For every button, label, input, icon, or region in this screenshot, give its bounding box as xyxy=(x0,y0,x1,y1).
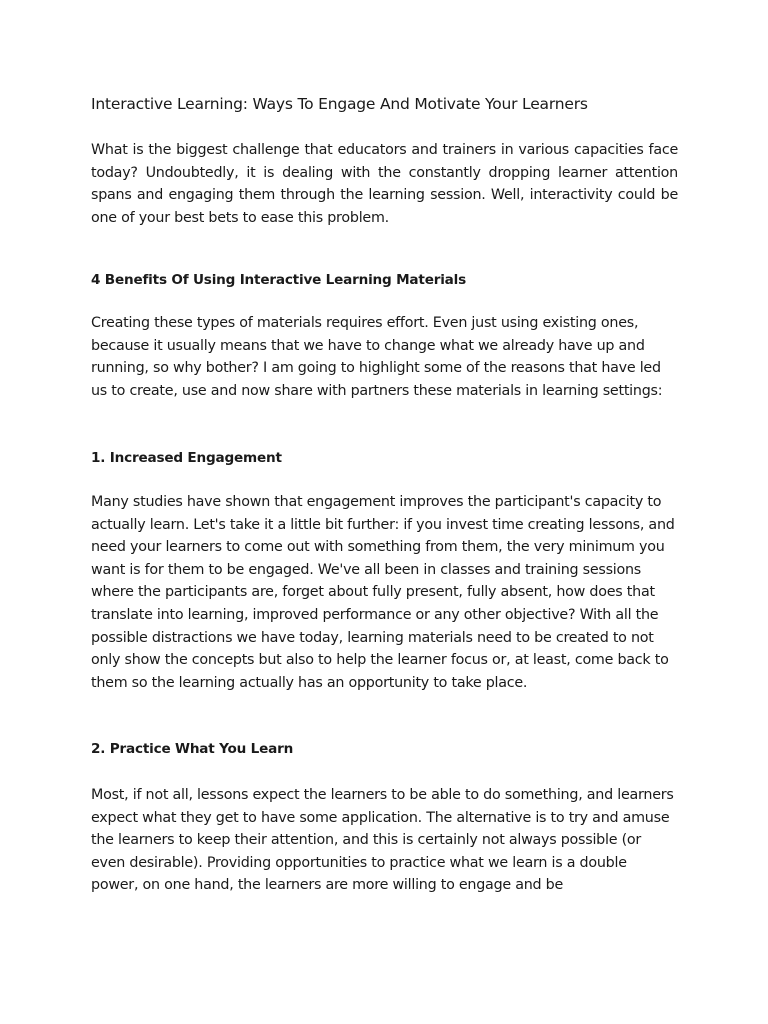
intro-paragraph: What is the biggest challenge that educators and trainers in various capacities face today? Undoubtedly, it is dealing with the constantly dropping learner attention spans and engaging them through the learning session. Well, interactivity could be one of your best bets to ease this problem. xyxy=(91,142,678,226)
document-title: Interactive Learning: Ways To Engage And Motivate Your Learners xyxy=(91,95,588,113)
section-body-increased-engagement: Many studies have shown that engagement improves the participant's capacity to actually learn. Let's take it a little bit further: if you invest time creating lessons, and need your learners to come out with something from them, the very minimum you want is for them to be engaged. We've all been in classes and training sessions where the participants are, forget about fully present, fully absent, how does that translate into learning, improved performance or any other objective? With all the possible distractions we have today, learning materials need to be created to not only show the concepts but also to help the learner focus or, at least, come back to them so the learning actually has an opportunity to take place. xyxy=(91,494,675,691)
section-heading-increased-engagement: 1. Increased Engagement xyxy=(91,450,282,466)
section-body-benefits: Creating these types of materials requires effort. Even just using existing ones, because it usually means that we have to change what we already have up and running, so why bother? I am going to highlight some of the reasons that have led us to create, use and now share with partners these materials in learning settings: xyxy=(91,315,663,399)
section-heading-benefits: 4 Benefits Of Using Interactive Learning Materials xyxy=(91,272,466,288)
section-body-practice: Most, if not all, lessons expect the learners to be able to do something, and learners expect what they get to have some application. The alternative is to try and amuse the learners to keep their attention, and this is certainly not always possible (or even desirable). Providing opportunities to practice what we learn is a double power, on one hand, the learners are more willing to engage and be xyxy=(91,787,674,894)
section-heading-practice: 2. Practice What You Learn xyxy=(91,741,294,757)
